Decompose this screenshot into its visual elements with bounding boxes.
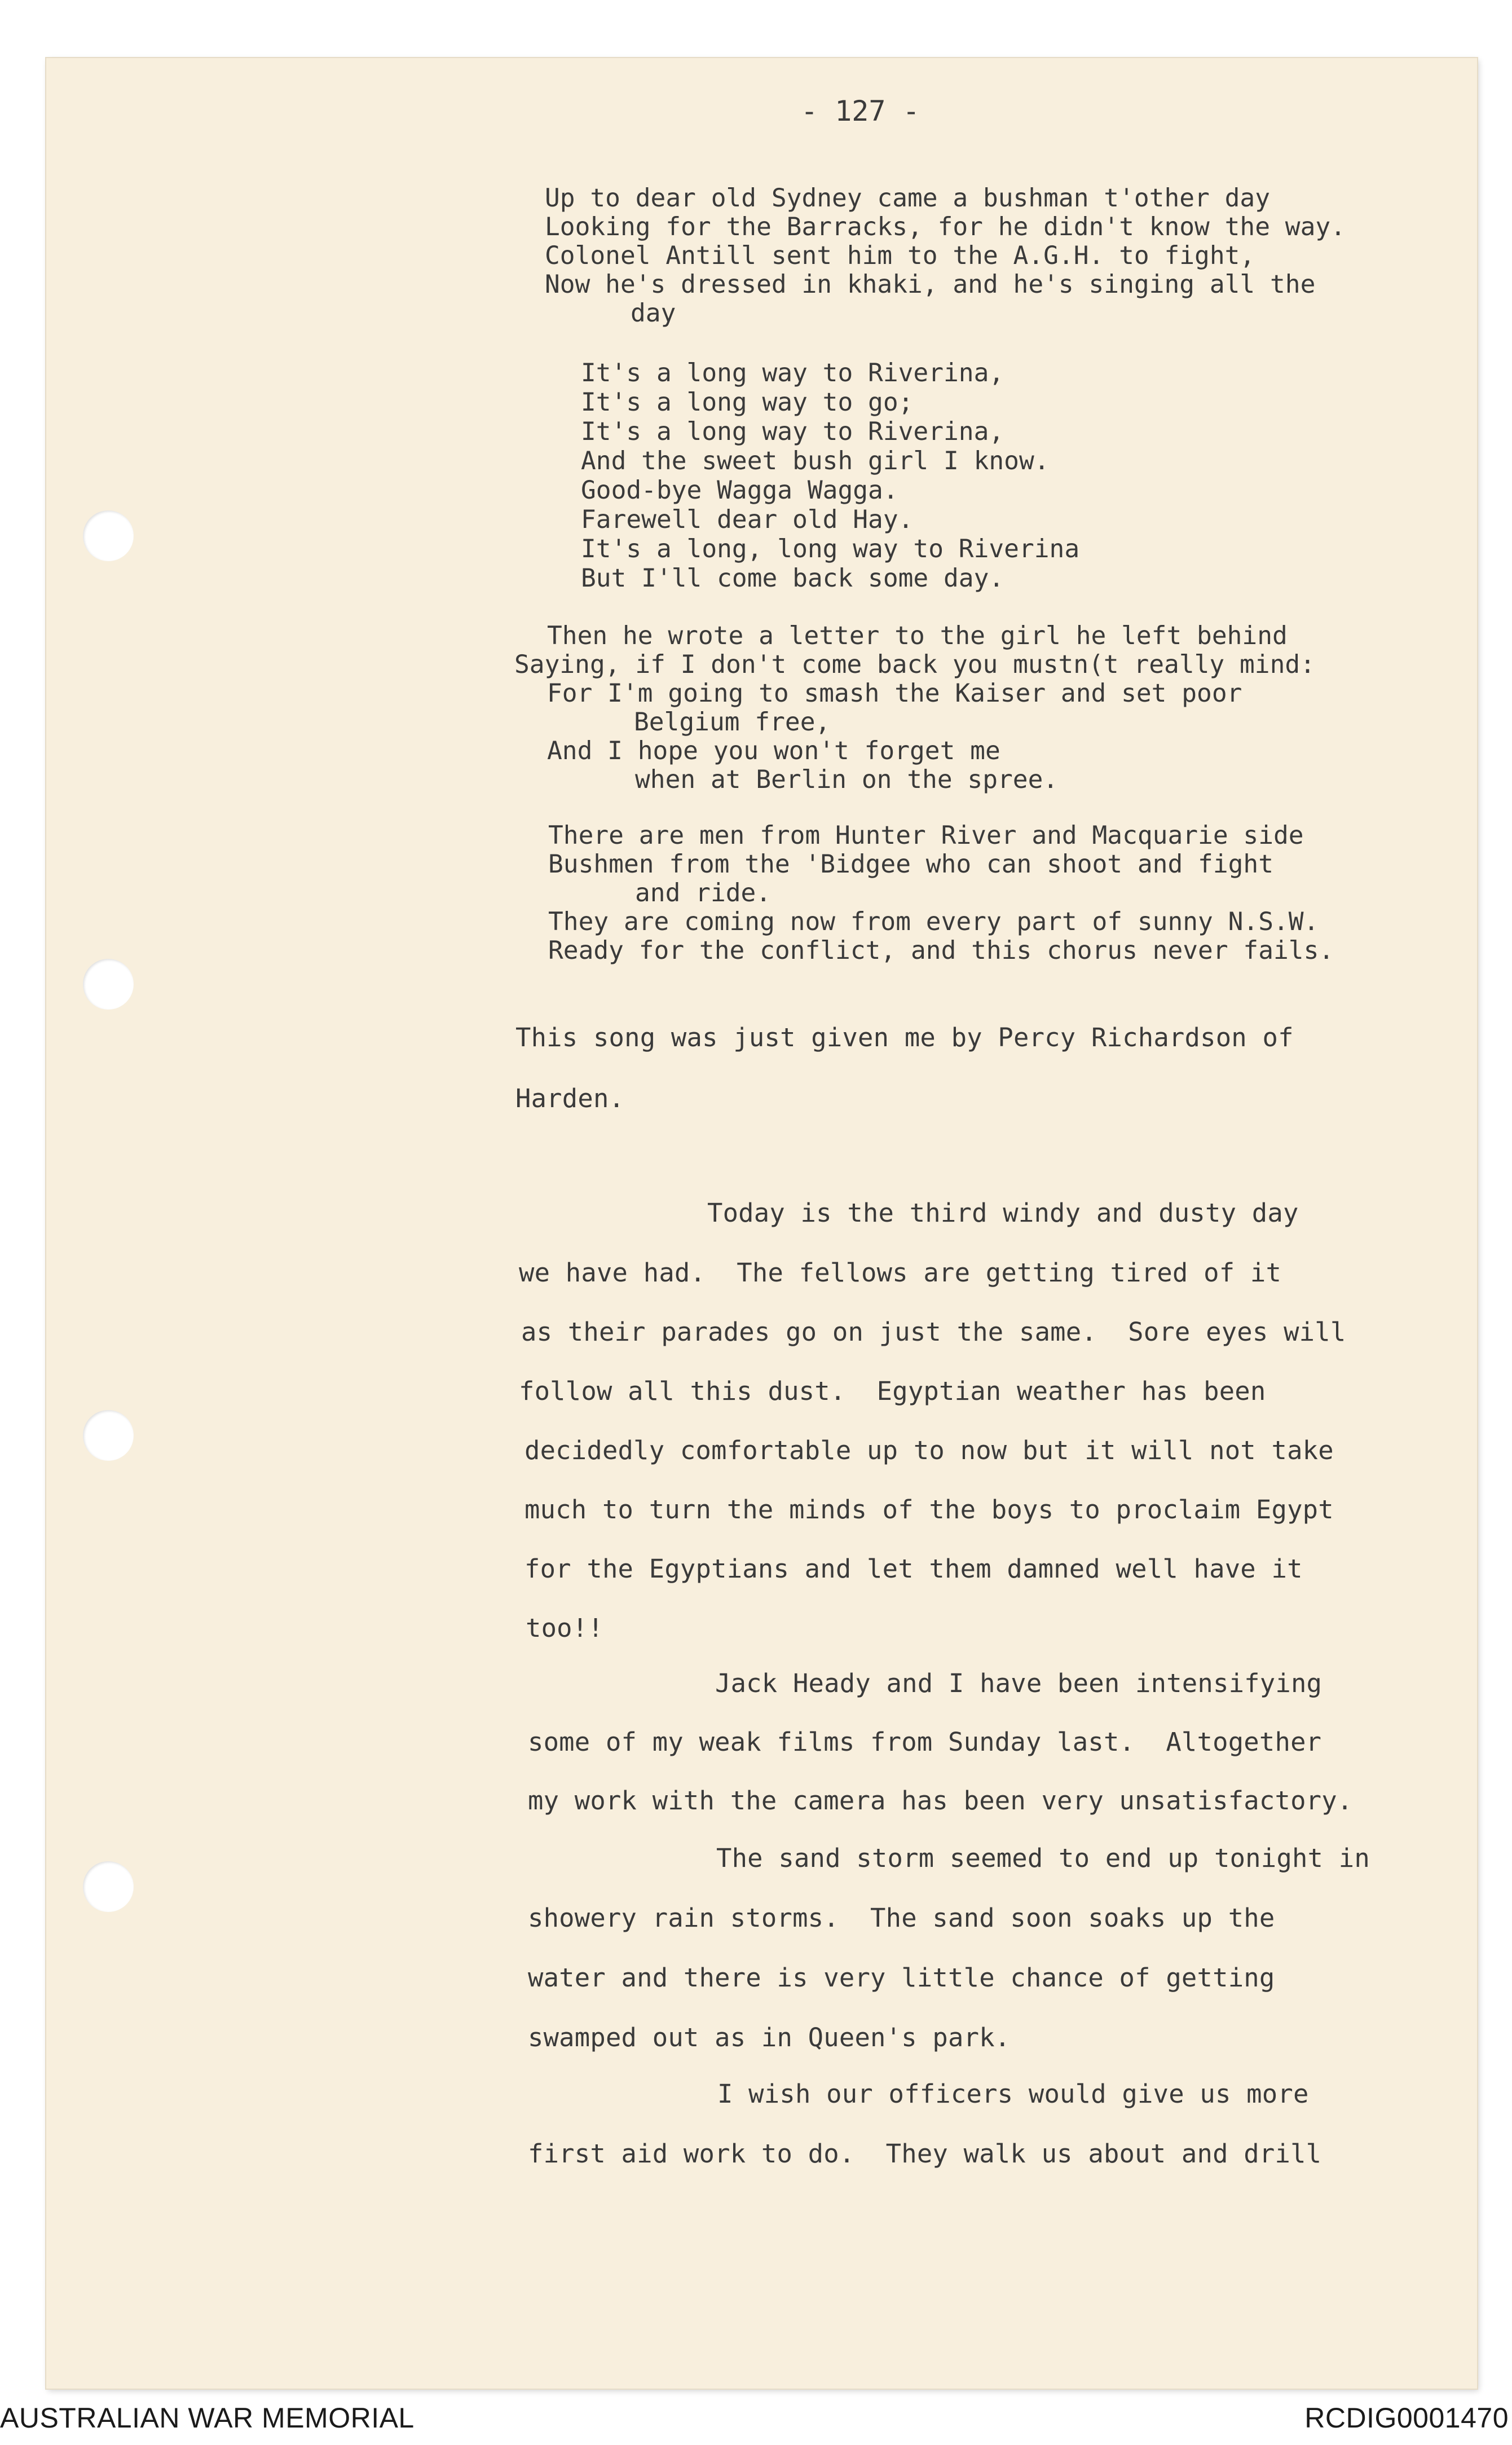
text-line: too!! [526, 1613, 603, 1643]
text-line: The sand storm seemed to end up tonight in [716, 1843, 1370, 1873]
song-line: It's a long, long way to Riverina [581, 535, 1080, 563]
song-line: And the sweet bush girl I know. [581, 447, 1050, 475]
song-line: It's a long way to go; [581, 388, 914, 417]
song-line: and ride. [635, 879, 772, 907]
punch-hole [83, 510, 134, 561]
song-line: Then he wrote a letter to the girl he left behind [547, 622, 1288, 650]
text-line: showery rain storms. The sand soon soaks up the [528, 1903, 1275, 1933]
song-line: Colonel Antill sent him to the A.G.H. to fight, [545, 241, 1255, 270]
text-line: water and there is very little chance of getting [528, 1963, 1275, 1993]
song-line: But I'll come back some day. [581, 564, 1004, 593]
text-line: Today is the third windy and dusty day [707, 1198, 1299, 1228]
song-line: They are coming now from every part of sunny N.S.W. [548, 907, 1319, 936]
text-line: much to turn the minds of the boys to proclaim Egypt [524, 1495, 1334, 1525]
punch-hole [83, 1861, 134, 1912]
punch-hole [83, 1410, 134, 1461]
text-line: I wish our officers would give us more [717, 2079, 1309, 2109]
song-line: Now he's dressed in khaki, and he's singing all the [545, 270, 1316, 299]
archive-reference: RCDIG0001470 [1304, 2402, 1509, 2434]
text-line: decidedly comfortable up to now but it will not take [524, 1435, 1334, 1465]
text-line: Harden. [515, 1083, 625, 1113]
song-line: Good-bye Wagga Wagga. [581, 476, 898, 505]
text-line: This song was just given me by Percy Richardson of [515, 1023, 1294, 1052]
song-line: It's a long way to Riverina, [581, 417, 1004, 446]
song-line: when at Berlin on the spree. [635, 765, 1059, 794]
archive-credit: AUSTRALIAN WAR MEMORIAL [0, 2402, 415, 2434]
page-number: - 127 - [801, 95, 920, 127]
song-line: Bushmen from the 'Bidgee who can shoot and fight [548, 850, 1273, 879]
text-line: some of my weak films from Sunday last. Altogether [528, 1727, 1322, 1757]
song-line: Looking for the Barracks, for he didn't know the way. [545, 213, 1346, 241]
text-line: my work with the camera has been very unsatisfactory. [528, 1786, 1353, 1816]
song-line: Belgium free, [634, 708, 831, 737]
text-line: first aid work to do. They walk us about and drill [528, 2139, 1322, 2169]
song-line: Farewell dear old Hay. [581, 505, 914, 534]
text-line: Jack Heady and I have been intensifying [715, 1668, 1323, 1698]
song-line: It's a long way to Riverina, [581, 359, 1004, 387]
song-line: For I'm going to smash the Kaiser and set poor [547, 679, 1242, 708]
text-line: swamped out as in Queen's park. [528, 2023, 1011, 2052]
song-line: Ready for the conflict, and this chorus never fails. [548, 936, 1334, 965]
song-line: Saying, if I don't come back you mustn(t really mind: [514, 650, 1315, 679]
text-line: for the Egyptians and let them damned well have it [524, 1554, 1303, 1584]
text-line: we have had. The fellows are getting tired of it [519, 1258, 1282, 1288]
text-line: follow all this dust. Egyptian weather has been [519, 1376, 1266, 1406]
text-line: as their parades go on just the same. Sore eyes will [521, 1317, 1346, 1347]
song-line: And I hope you won't forget me [547, 737, 1000, 765]
song-line: day [631, 299, 676, 328]
punch-hole [83, 959, 134, 1010]
song-line: There are men from Hunter River and Macquarie side [548, 821, 1304, 850]
song-line: Up to dear old Sydney came a bushman t'other day [545, 184, 1270, 213]
